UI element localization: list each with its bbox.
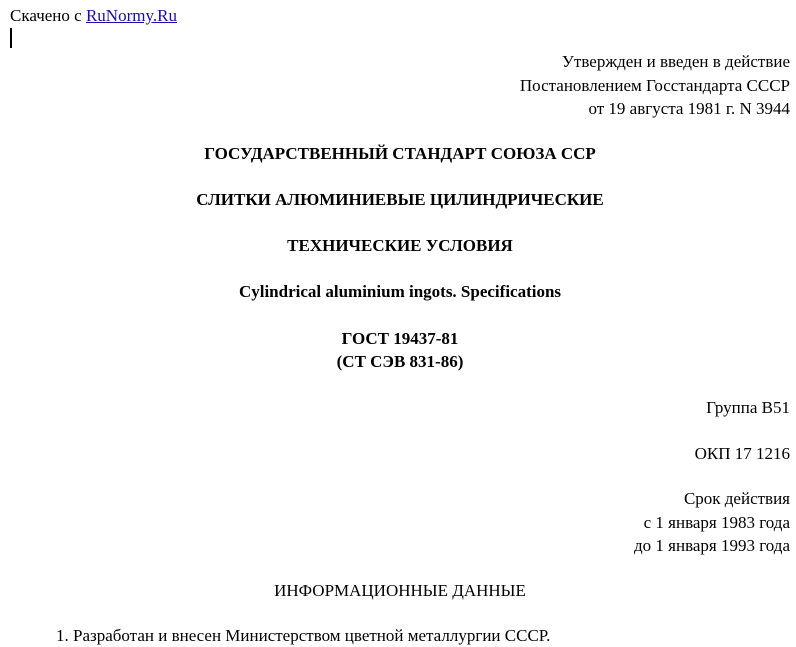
document-subtitle: ТЕХНИЧЕСКИЕ УСЛОВИЯ	[287, 236, 513, 255]
info-heading: ИНФОРМАЦИОННЫЕ ДАННЫЕ	[274, 581, 526, 600]
source-link[interactable]: RuNormy.Ru	[85, 6, 177, 25]
validity-from: с 1 января 1983 года	[643, 512, 790, 532]
state-standard-heading: ГОСУДАРСТВЕННЫЙ СТАНДАРТ СОЮЗА ССР	[204, 144, 596, 163]
approval-line-1: Утвержден и введен в действие	[561, 52, 790, 71]
validity-block	[634, 487, 790, 558]
text-cursor	[10, 28, 12, 48]
source-line	[10, 5, 177, 27]
gost-block	[0, 327, 796, 373]
approval-block	[520, 50, 790, 121]
info-item-1: 1. Разработан и внесен Министерством цветной металлургии СССР.	[56, 626, 551, 645]
validity-to: до 1 января 1993 года	[634, 536, 790, 555]
english-title: Cylindrical aluminium ingots. Specifications	[238, 282, 562, 301]
gost-number: ГОСТ 19437-81	[341, 329, 459, 348]
source-prefix: Скачено с	[10, 6, 86, 25]
st-sev-number: (СТ СЭВ 831-86)	[336, 352, 464, 371]
document-title: СЛИТКИ АЛЮМИНИЕВЫЕ ЦИЛИНДРИЧЕСКИЕ	[196, 190, 604, 209]
validity-label: Срок действия	[683, 489, 790, 508]
okp-code: ОКП 17 1216	[694, 444, 790, 463]
approval-line-3: от 19 августа 1981 г. N 3944	[588, 99, 790, 118]
group-code: Группа В51	[706, 398, 790, 417]
approval-line-2: Постановлением Госстандарта СССР	[519, 75, 790, 95]
